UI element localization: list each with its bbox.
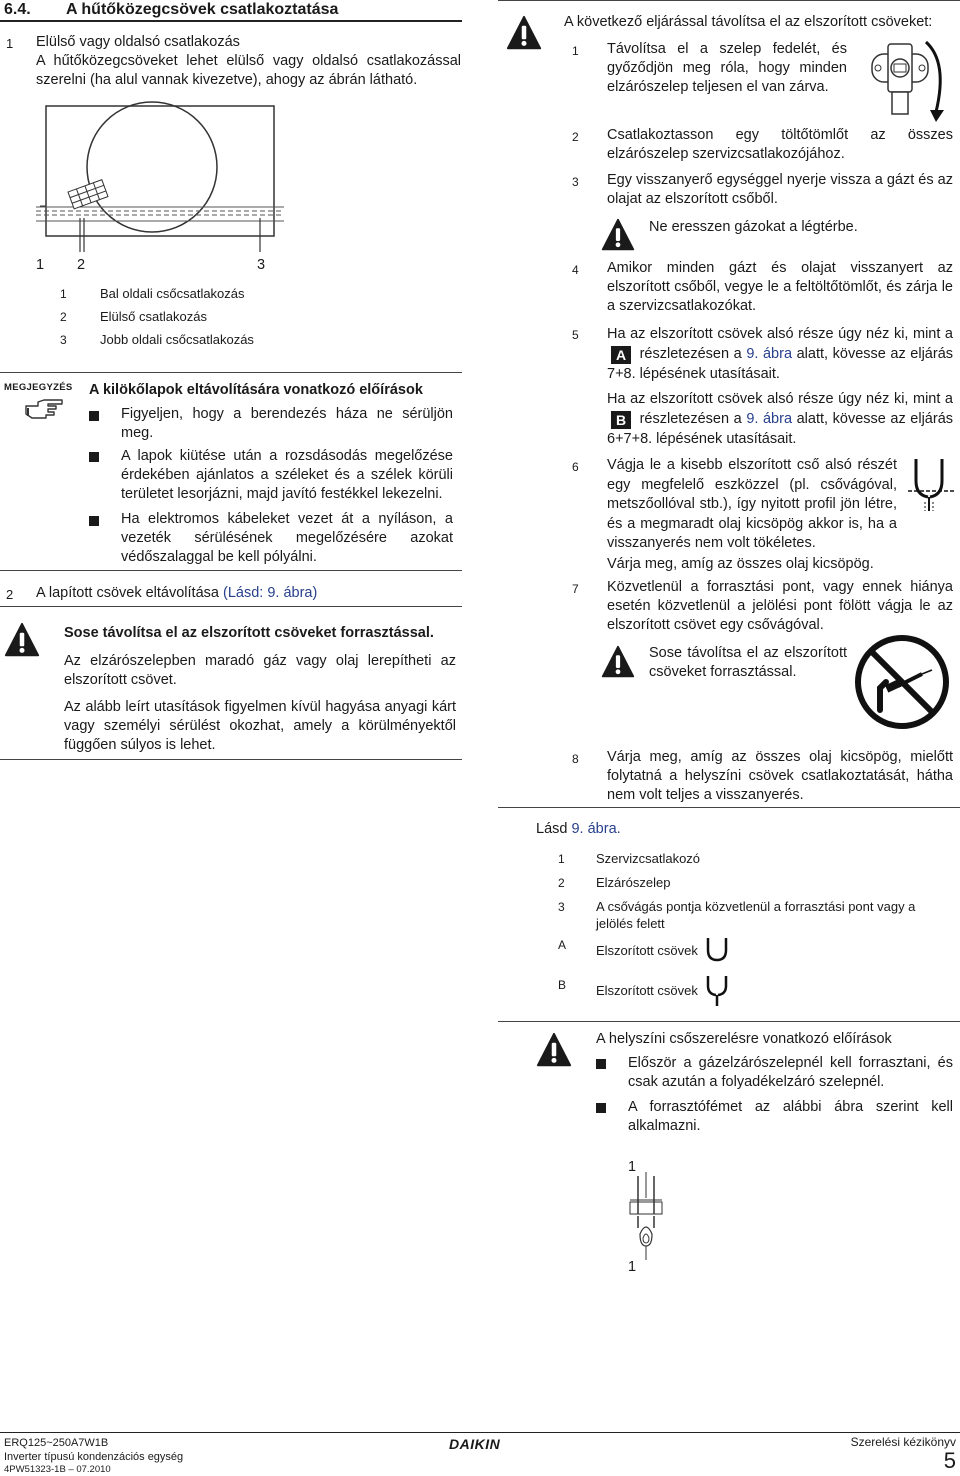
valve-cap-figure: [860, 34, 960, 124]
step-2-text: Csatlakoztasson egy töltőtömlőt az összes elzárószelep szervizcsatlakozójához.: [607, 127, 953, 162]
pointing-hand-icon: [24, 396, 64, 422]
step-5b-text: [607, 389, 953, 449]
legend-key: 2: [60, 310, 67, 324]
pinched-pipe-a-icon: [704, 936, 730, 964]
fig-9-link[interactable]: 9. ábra: [746, 411, 793, 427]
figure-label-3: 3: [257, 257, 266, 273]
item-1-number: 1: [6, 36, 14, 51]
warning-text-2: Az alább leírt utasítások figyelmen kívül hagyása anyagi kárt vagy személyi sérülést okozhat, amely a körülményektől függően súlyos is lehet.: [64, 699, 456, 753]
warning-bold-text: Sose távolítsa el az elszorított csöveket forrasztással.: [64, 625, 434, 641]
pinched-pipe-b-icon: [704, 974, 730, 1008]
step-3-number: 3: [572, 175, 579, 189]
warning-icon: [506, 15, 542, 51]
note-bullet-3: Ha elektromos kábeleket vezet át a nyíláson, a vezeték sérülésének megelőzésére azokat védőszalaggal be kell pólyálni.: [121, 511, 453, 565]
fig-9-link[interactable]: 9. ábra.: [571, 821, 621, 837]
daikin-logo: DAIKIN: [449, 1436, 501, 1452]
warn-rule-bottom: [0, 759, 462, 760]
step-2-number: 2: [572, 130, 579, 144]
legend-text: Jobb oldali csőcsatlakozás: [100, 332, 254, 347]
step-5b-pre: Ha az elszorított csövek alsó része úgy néz ki, mint a: [607, 391, 953, 407]
item-2-title: A lapított csövek eltávolítása: [36, 585, 219, 601]
step-5a-pre: Ha az elszorított csövek alsó része úgy néz ki, mint a: [607, 326, 953, 342]
warning-icon: [601, 645, 635, 679]
unit-connection-figure: [30, 100, 290, 280]
fig9-key: 2: [558, 876, 565, 890]
item-1-title: Elülső vagy oldalsó csatlakozás: [36, 34, 240, 50]
step-7-text: Közvetlenül a forrasztási pont, vagy ennek hiánya esetén közvetlenül a jelölési pont fölött vágja le az elszorított csövet egy csővágóval.: [607, 579, 953, 633]
fig9-key: 1: [558, 852, 565, 866]
step-5b-mid: részletezésen a: [639, 411, 742, 427]
no-torch-icon: [852, 632, 952, 732]
warning-icon: [601, 218, 635, 252]
step-7-number: 7: [572, 582, 579, 596]
step-5b-post: alatt, kövesse az eljárás 6+7+8. lépésének utasításait.: [607, 411, 954, 447]
brazing-figure: [626, 1172, 676, 1262]
header-rule: [0, 20, 462, 22]
step-6-number: 6: [572, 460, 579, 474]
braze-title: A helyszíni csőszerelésre vonatkozó előírások: [596, 1031, 892, 1047]
footer-product: Inverter típusú kondenzációs egység: [4, 1451, 184, 1463]
bullet-square: [89, 452, 99, 462]
legend-key: 1: [60, 287, 67, 301]
detail-b-box: B: [611, 411, 631, 429]
footer-doc-number: 4PW51323-1B – 07.2010: [4, 1464, 111, 1475]
procedure-intro: A következő eljárással távolítsa el az elszorított csöveket:: [564, 14, 933, 30]
step-7-warning: Sose távolítsa el az elszorított csöveket forrasztással.: [649, 645, 847, 680]
bullet-square: [89, 516, 99, 526]
step-6-text: Vágja le a kisebb elszorított cső alsó részét egy megfelelő eszközzel (pl. csővágóval, metszőollóval stb.), így nyitott profil jön létre, és a megmaradt olaj kicsöpög akkor is, ha a visszanyerés nem volt tökéletes.: [607, 457, 897, 551]
footer-rule: [0, 1432, 960, 1433]
fig9-text: Elzárószelep: [596, 875, 671, 890]
step-6-wait: Várja meg, amíg az összes olaj kicsöpög.: [607, 556, 874, 572]
braze-fig-label-top: 1: [628, 1159, 637, 1175]
braze-bullet-2: A forrasztófémet az alábbi ábra szerint kell alkalmazni.: [628, 1099, 953, 1134]
note-label: MEGJEGYZÉS: [4, 382, 73, 393]
fig-9-link[interactable]: 9. ábra: [746, 346, 793, 362]
step-5a-post: alatt, kövesse az eljárás 7+8. lépésének utasításait.: [607, 346, 954, 382]
step-1-number: 1: [572, 44, 579, 58]
braze-fig-label-bottom: 1: [628, 1259, 637, 1275]
note-bullet-1: Figyeljen, hogy a berendezés háza ne sérüljön meg.: [121, 406, 453, 441]
step-4-number: 4: [572, 263, 579, 277]
warn-rule-top: [0, 606, 462, 607]
step-3-warning: Ne eresszen gázokat a légtérbe.: [649, 219, 858, 235]
bullet-square: [89, 411, 99, 421]
footer-model: ERQ125~250A7W1B: [4, 1437, 109, 1449]
bullet-square: [596, 1103, 606, 1113]
see-figure-line: [536, 820, 621, 839]
note-rule-top: [0, 372, 462, 373]
step-5-number: 5: [572, 328, 579, 342]
warning-text-1: Az elzárószelepben maradó gáz vagy olaj lerepítheti az elszorított csövet.: [64, 653, 456, 688]
section-title: A hűtőközegcsövek csatlakoztatása: [66, 1, 339, 18]
legend-text: Bal oldali csőcsatlakozás: [100, 286, 245, 301]
bullet-square: [596, 1059, 606, 1069]
step-8-text: Várja meg, amíg az összes olaj kicsöpög, mielőtt folytatná a helyszíni csövek csatlakoztatását, hátha nem volt teljes a visszanyerés.: [607, 749, 953, 803]
footer-manual: Szerelési kézikönyv: [850, 1435, 956, 1449]
detail-a-box: A: [611, 346, 631, 364]
fig9-key: A: [558, 938, 567, 952]
note-title: A kilökőlapok eltávolítására vonatkozó előírások: [89, 382, 423, 398]
right-rule-top: [498, 0, 960, 1]
step-4-text: Amikor minden gázt és olajat visszanyert az elszorított csőből, vegye le a feltöltőtömlőt, és zárja le a szervizcsatlakozókat.: [607, 260, 953, 314]
page-number: 5: [943, 1448, 956, 1473]
see-figure-pre: Lásd: [536, 821, 568, 837]
braze-bullet-1: Először a gázelzárószelepnél kell forrasztani, és csak azután a folyadékelzáró szelepnél.: [628, 1055, 953, 1090]
item-1-text: A hűtőközegcsöveket lehet elülső vagy oldalsó csatlakozással szerelni (ha alul vannak kivezetve), ahogy az ábrán látható.: [36, 53, 461, 88]
legend-text: Elülső csatlakozás: [100, 309, 207, 324]
figure-label-2: 2: [77, 257, 86, 273]
item-2-ref-link[interactable]: (Lásd: 9. ábra): [223, 585, 318, 601]
braze-rule-top: [498, 1021, 960, 1022]
fig9-text: Szervizcsatlakozó: [596, 851, 701, 866]
step-3-text: Egy visszanyerő egységgel nyerje vissza a gázt és az olajat az elszorított csőből.: [607, 172, 953, 207]
note-rule-bottom: [0, 570, 462, 571]
warning-icon: [4, 622, 40, 658]
fig9-text: Elszorított csövek: [596, 983, 698, 998]
pinched-pipe-cut-icon: [906, 455, 956, 515]
right-rule-mid: [498, 807, 960, 808]
step-5a-text: [607, 324, 953, 384]
step-8-number: 8: [572, 752, 579, 766]
section-number: 6.4.: [4, 1, 31, 18]
fig9-key: 3: [558, 900, 565, 914]
fig9-text: Elszorított csövek: [596, 943, 698, 958]
item-2-title-line: [36, 584, 317, 603]
warning-icon: [536, 1032, 572, 1068]
step-5a-mid: részletezésen a: [639, 346, 742, 362]
step-1-text: Távolítsa el a szelep fedelét, és győződjön meg róla, hogy minden elzárószelep teljesen el van zárva.: [607, 41, 847, 95]
fig9-text: A csővágás pontja közvetlenül a forrasztási pont vagy a jelölés felett: [596, 899, 916, 931]
figure-label-1: 1: [36, 257, 45, 273]
fig9-key: B: [558, 978, 567, 992]
item-2-number: 2: [6, 587, 14, 602]
note-bullet-2: A lapok kiütése után a rozsdásodás megelőzése érdekében ajánlatos a széleket és a szélek körüli területet lesorjázni, majd javító festékkel lekezelni.: [121, 448, 453, 502]
legend-key: 3: [60, 333, 67, 347]
